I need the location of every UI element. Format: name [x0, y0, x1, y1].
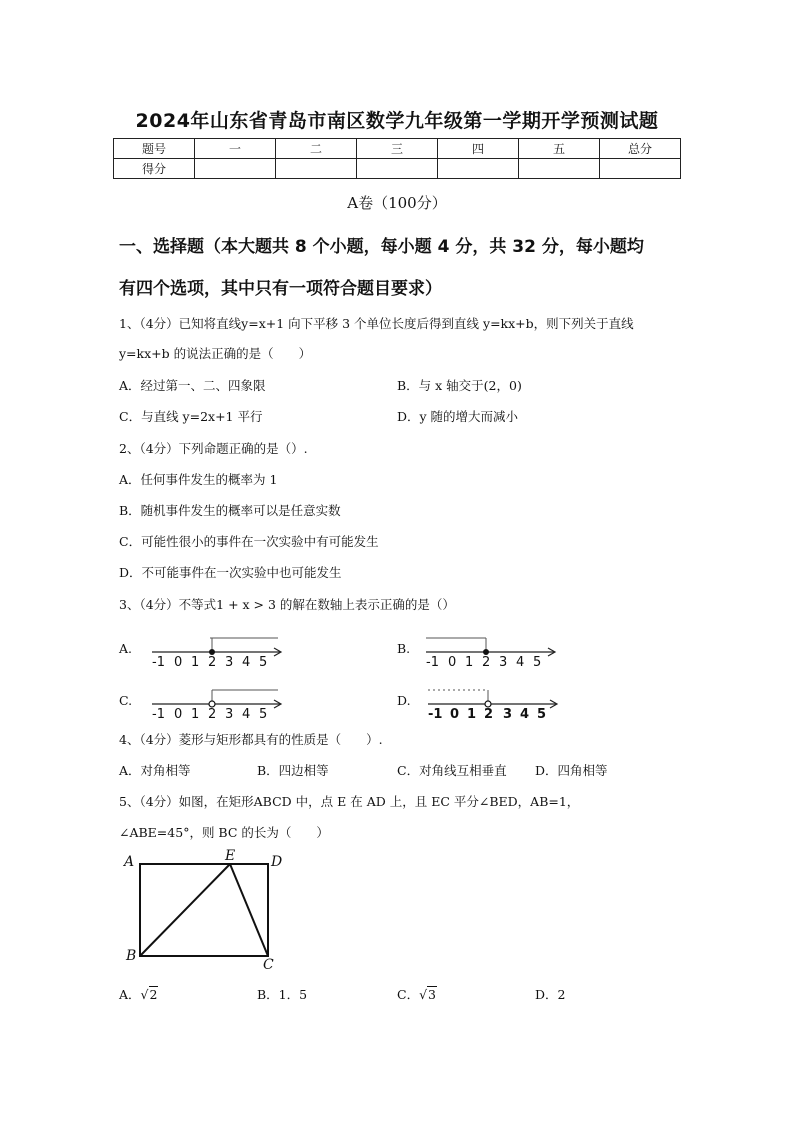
q1-option-c[interactable]: C．与直线 y=2x+1 平行 — [119, 409, 263, 424]
part-heading-line2: 有四个选项，其中只有一项符合题目要求） — [119, 279, 442, 299]
sqrt-radicand: 3 — [428, 987, 436, 1002]
tick-label: -1 — [152, 707, 165, 722]
q4-option-a[interactable]: A．对角相等 — [119, 763, 191, 778]
q3-option-c-label[interactable]: C. — [119, 693, 133, 708]
tick-label: 3 — [503, 707, 513, 722]
q3-stem: 3、（4分）不等式1 + x > 3 的解在数轴上表示正确的是（） — [119, 597, 455, 612]
q5-stem-line2: ∠ABE=45°，则 BC 的长为（ ） — [119, 825, 329, 840]
score-cell[interactable] — [600, 159, 681, 179]
score-cell[interactable] — [276, 159, 357, 179]
tick-label: 2 — [484, 707, 494, 722]
tick-label: 0 — [450, 707, 460, 722]
q5-option-a[interactable] — [119, 985, 158, 1003]
sqrt-symbol: √ — [419, 987, 428, 1002]
q2-option-c[interactable]: C．可能性很小的事件在一次实验中有可能发生 — [119, 534, 379, 549]
q5-option-c[interactable] — [397, 985, 437, 1003]
tick-label: 3 — [225, 655, 234, 670]
tick-label: 1 — [191, 707, 200, 722]
score-header-cell: 五 — [519, 139, 600, 159]
part-heading-line1: 一、选择题（本大题共 8 个小题，每小题 4 分，共 32 分，每小题均 — [119, 237, 644, 257]
q2-option-d[interactable]: D．不可能事件在一次实验中也可能发生 — [119, 565, 342, 580]
tick-label: 2 — [208, 707, 217, 722]
tick-label: 1 — [191, 655, 200, 670]
q3-number-line-b[interactable] — [424, 632, 564, 670]
tick-label: -1 — [428, 707, 443, 722]
q3-option-b-label[interactable]: B. — [397, 641, 411, 656]
tick-label: 4 — [242, 655, 251, 670]
tick-label: 1 — [465, 655, 474, 670]
tick-label: 4 — [520, 707, 530, 722]
q3-number-line-a[interactable] — [150, 632, 290, 670]
q4-option-d[interactable]: D．四角相等 — [535, 763, 608, 778]
score-cell[interactable] — [519, 159, 600, 179]
tick-label: 4 — [242, 707, 251, 722]
q1-option-d[interactable]: D．y 随的增大而减小 — [397, 409, 519, 424]
tick-label: 5 — [259, 655, 268, 670]
q1-option-a[interactable]: A．经过第一、二、四象限 — [119, 378, 266, 393]
vertex-label-c: C — [263, 957, 274, 972]
segment-be — [140, 864, 230, 956]
score-table-score-row — [114, 159, 681, 179]
section-heading: A卷（100分） — [347, 194, 447, 212]
tick-label: 2 — [208, 655, 217, 670]
q3-option-d-label[interactable]: D. — [397, 693, 411, 708]
tick-label: -1 — [426, 655, 439, 670]
option-letter: A． — [119, 987, 141, 1002]
score-header-cell: 总分 — [600, 139, 681, 159]
tick-label: 2 — [482, 655, 491, 670]
q1-stem-line2: y=kx+b 的说法正确的是（ ） — [119, 346, 312, 361]
tick-label: 3 — [499, 655, 508, 670]
tick-label: 5 — [259, 707, 268, 722]
sqrt-symbol: √ — [140, 987, 149, 1002]
score-table-header-row — [114, 139, 681, 159]
score-cell[interactable] — [195, 159, 276, 179]
q3-option-a-label[interactable]: A. — [119, 641, 133, 656]
q2-option-a[interactable]: A．任何事件发生的概率为 1 — [119, 472, 278, 487]
q3-number-line-c[interactable] — [150, 684, 290, 722]
page-title: 2024年山东省青岛市南区数学九年级第一学期开学预测试题 — [135, 110, 659, 132]
score-header-cell: 题号 — [114, 139, 195, 159]
score-header-cell: 一 — [195, 139, 276, 159]
q4-option-b[interactable]: B．四边相等 — [257, 763, 329, 778]
tick-label: 5 — [533, 655, 542, 670]
tick-label: -1 — [152, 655, 165, 670]
tick-label: 4 — [516, 655, 525, 670]
q5-rectangle-figure — [120, 848, 290, 972]
score-row-label: 得分 — [114, 159, 195, 179]
tick-label: 0 — [174, 655, 183, 670]
option-letter: C． — [397, 987, 420, 1002]
vertex-label-d: D — [271, 854, 283, 870]
q3-number-line-d[interactable] — [426, 684, 566, 722]
tick-label: 5 — [537, 707, 547, 722]
q1-stem-line1: 1、（4分）已知将直线y=x+1 向下平移 3 个单位长度后得到直线 y=kx+b，则下列关于直线 — [119, 316, 634, 331]
vertex-label-b: B — [126, 948, 137, 964]
vertex-label-a: A — [124, 854, 135, 870]
score-header-cell: 二 — [276, 139, 357, 159]
sqrt-radicand: 2 — [149, 987, 158, 1002]
tick-label: 1 — [467, 707, 477, 722]
score-header-cell: 三 — [357, 139, 438, 159]
q4-option-c[interactable]: C．对角线互相垂直 — [397, 763, 507, 778]
q5-option-b[interactable]: B．1．5 — [257, 987, 308, 1002]
score-cell[interactable] — [438, 159, 519, 179]
q1-option-b[interactable]: B．与 x 轴交于(2，0) — [397, 378, 522, 393]
q4-stem: 4、（4分）菱形与矩形都具有的性质是（ ）. — [119, 732, 383, 747]
vertex-label-e: E — [225, 848, 236, 864]
segment-ec — [230, 864, 268, 956]
q5-stem-line1: 5、（4分）如图，在矩形ABCD 中，点 E 在 AD 上，且 EC 平分∠BED，AB=1， — [119, 794, 580, 809]
q2-stem: 2、（4分）下列命题正确的是（）. — [119, 441, 308, 456]
q5-option-d[interactable]: D．2 — [535, 987, 566, 1002]
tick-label: 0 — [174, 707, 183, 722]
score-cell[interactable] — [357, 159, 438, 179]
tick-label: 0 — [448, 655, 457, 670]
score-header-cell: 四 — [438, 139, 519, 159]
tick-label: 3 — [225, 707, 234, 722]
score-table — [113, 138, 681, 179]
q2-option-b[interactable]: B．随机事件发生的概率可以是任意实数 — [119, 503, 341, 518]
